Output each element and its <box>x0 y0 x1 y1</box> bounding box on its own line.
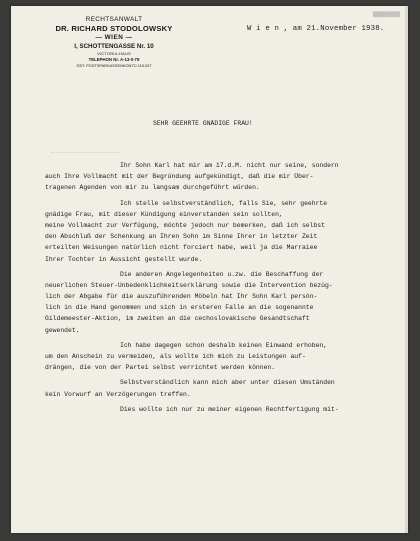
letterhead-city: — WIEN — <box>95 34 133 41</box>
body-line: tragenen Agenden von mir zu langsam durchgeführt würden. <box>45 184 260 192</box>
body-line: gewendet. <box>45 326 80 334</box>
archive-stamp: ▒▒▒▒▒▒▒▒▒ <box>372 12 400 18</box>
body-line: kein Vorwurf an Verzögerungen treffen. <box>45 390 191 398</box>
letterhead-address: I, SCHOTTENGASSE Nr. 10 <box>74 43 154 50</box>
letterhead-building: VICTORIA-HAUS <box>97 51 131 56</box>
body-line: gnädige Frau, mit dieser Kündigung einverstanden sein sollten, <box>45 210 283 218</box>
body-line: erteilten Weisungen natürlich nicht forciert habe, weil ja die Marraiee <box>45 244 318 252</box>
salutation: SEHR GEEHRTE GNÄDIGE FRAU! <box>153 120 253 127</box>
faded-marking <box>51 148 119 153</box>
body-line: lich der Abgabe für die auszuführenden Möbeln hat Ihr Sohn Karl persön- <box>45 293 318 301</box>
letterhead-phone: TELEPHON Nr. A-13-0-79 <box>88 57 140 62</box>
body-line: Ihrer Tochter in Aussicht gestellt wurde. <box>45 255 203 263</box>
body-line: Selbstverständlich kann mich aber unter diesen Umständen <box>120 379 335 387</box>
letter-body <box>45 160 395 415</box>
letterhead-account: ÖST. POSTSPARKASSENKONTO 115.037 <box>76 63 152 68</box>
body-line: auch Ihre Vollmacht mit der Begründung aufgekündigt, daß die mir Über- <box>45 173 314 181</box>
body-line: Ich stelle selbstverständlich, falls Sie, sehr geehrte <box>120 199 328 207</box>
body-line: Gildemeester-Aktion, im zweiten an die cechoslovakische Gesandtschaft <box>45 315 310 323</box>
body-line: lich in die Hand genommen und sich in ersteren Falle an die sogenannte <box>45 304 314 312</box>
body-line: neuerlichen Steuer-Unbedenklichkeitserklärung sowie die Intervention bezüg- <box>45 281 333 289</box>
body-line: drängen, die von der Partei selbst verrichtet werden können. <box>45 364 276 372</box>
letterhead-title: RECHTSANWALT <box>85 16 143 23</box>
body-line: den Abschluß der Schenkung an Ihren Sohn im Sinne Ihrer in letzter Zeit <box>45 233 318 241</box>
letter-date: W i e n , am 21.November 1938. <box>247 25 385 33</box>
body-line: Ihr Sohn Karl hat mir am 17.d.M. nicht nur seine, sondern <box>120 162 339 169</box>
page-edge <box>405 6 408 533</box>
body-line: Dies wollte ich nur zu meiner eigenen Rechtfertigung mit- <box>120 405 339 413</box>
body-line: meine Vollmacht zur Verfügung, möchte jedoch nur bemerken, daß ich selbst <box>45 221 325 229</box>
body-line: Ich habe dagegen schon deshalb keinen Einwand erhoben, <box>120 341 328 349</box>
letter-page <box>11 6 408 533</box>
letterhead-name: DR. RICHARD STODOLOWSKY <box>55 24 173 33</box>
body-line: Die anderen Angelegenheiten u.zw. die Beschaffung der <box>120 270 324 278</box>
body-line: um den Anschein zu vermeiden, als wollte ich mich zu Leistungen auf- <box>45 353 306 360</box>
letterhead <box>49 16 179 68</box>
